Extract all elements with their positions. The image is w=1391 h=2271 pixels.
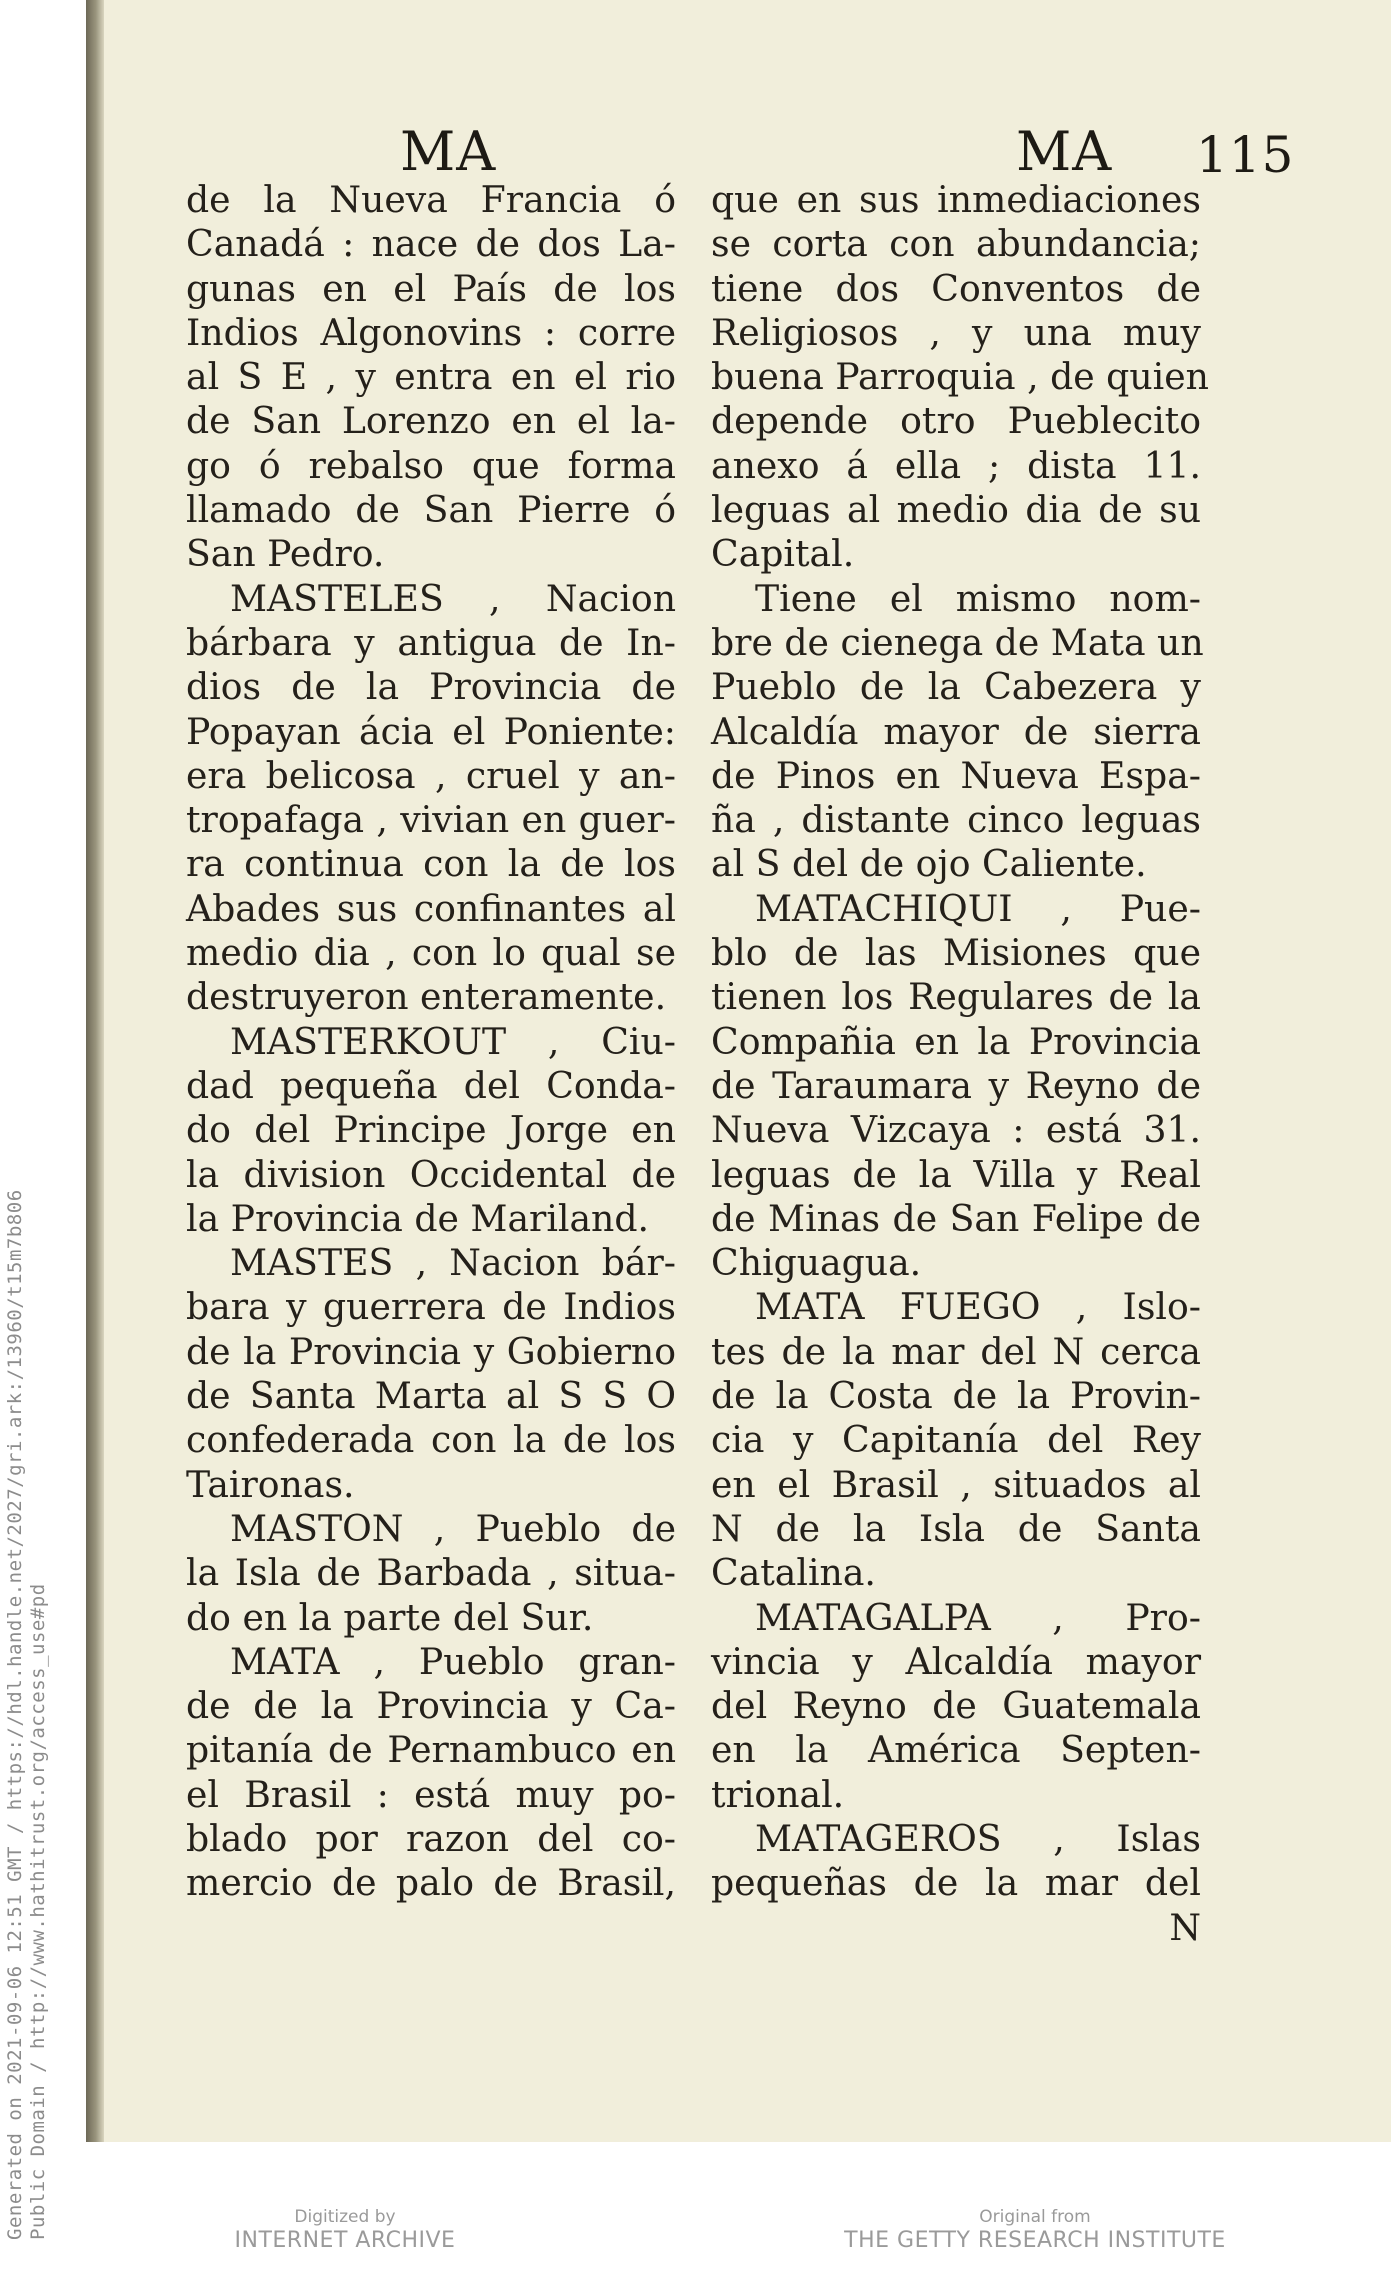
text-line: de Santa Marta al S S O: [186, 1374, 676, 1418]
text-line: tropafaga , vivian en guer-: [186, 798, 676, 842]
text-line: tes de la mar del N cerca: [711, 1329, 1201, 1373]
text-line: bárbara y antigua de In-: [186, 620, 676, 664]
text-line: Pueblo de la Cabezera y: [711, 665, 1201, 709]
text-line: Indios Algonovins : corre: [186, 310, 676, 354]
digitized-by-label: Digitized by: [294, 2207, 396, 2227]
digitizer-credit: [210, 2207, 480, 2255]
text-line: do en la parte del Sur.: [186, 1595, 594, 1639]
entry-heading-line: MATA , Pueblo gran-: [230, 1639, 676, 1683]
text-line: de la Provincia y Gobierno: [186, 1329, 676, 1373]
text-line: go ó rebalso que forma: [186, 443, 676, 487]
entry-heading-line: MASTES , Nacion bár-: [230, 1241, 676, 1285]
text-line: Taironas.: [186, 1462, 355, 1506]
text-line: que en sus inmediaciones: [711, 178, 1201, 221]
text-line: tiene dos Conventos de: [711, 266, 1201, 310]
text-line: destruyeron enteramente.: [186, 975, 667, 1019]
entry-heading-line: MATAGEROS , Islas: [755, 1816, 1201, 1860]
text-line: San Pedro.: [186, 532, 385, 576]
text-line: bre de cienega de Mata un: [711, 620, 1204, 664]
text-line: cia y Capitanía del Rey: [711, 1418, 1201, 1462]
text-line: anexo á ella ; dista 11.: [711, 443, 1201, 487]
text-line: al S E , y entra en el rio: [186, 355, 676, 399]
text-line: blado por razon del co-: [186, 1816, 676, 1860]
text-line: Compañia en la Provincia: [711, 1019, 1201, 1063]
text-line: gunas en el País de los: [186, 266, 676, 310]
text-line: leguas de la Villa y Real: [711, 1152, 1201, 1196]
entry-heading-line: MATACHIQUI , Pue-: [755, 886, 1201, 930]
entry-heading-line: MASTELES , Nacion: [230, 576, 676, 620]
text-line: mercio de palo de Brasil,: [186, 1861, 676, 1905]
original-from-label: Original from: [979, 2207, 1091, 2227]
text-line: bara y guerrera de Indios: [186, 1285, 676, 1329]
text-line: Abades sus confinantes al: [186, 886, 676, 930]
text-line: ra continua con la de los: [186, 842, 676, 886]
text-line: confederada con la de los: [186, 1418, 676, 1462]
text-line: de Pinos en Nueva Espa-: [711, 753, 1201, 797]
entry-heading-line: MATAGALPA , Pro-: [755, 1595, 1201, 1639]
internet-archive-label: INTERNET ARCHIVE: [234, 2228, 456, 2253]
text-line: de Minas de San Felipe de: [711, 1196, 1201, 1240]
getty-institute-label: THE GETTY RESEARCH INSTITUTE: [844, 2228, 1226, 2253]
text-line: vincia y Alcaldía mayor: [711, 1639, 1201, 1683]
entry-heading-line: MASTON , Pueblo de: [230, 1506, 676, 1550]
text-line: en la América Septen-: [711, 1728, 1201, 1772]
text-line: el Brasil : está muy po-: [186, 1772, 676, 1816]
text-line: Alcaldía mayor de sierra: [711, 709, 1201, 753]
text-line: buena Parroquia , de quien: [711, 355, 1209, 399]
text-line: la Isla de Barbada , situa-: [186, 1551, 676, 1595]
text-line: Canadá : nace de dos La-: [186, 222, 676, 266]
generation-note: [0, 1189, 70, 2260]
text-line: pequeñas de la mar del: [711, 1861, 1201, 1905]
text-line: dad pequeña del Conda-: [186, 1063, 676, 1107]
text-line: Chiguagua.: [711, 1241, 922, 1285]
scanned-page: [86, 0, 1391, 2142]
text-line: Nueva Vizcaya : está 31.: [711, 1108, 1201, 1152]
text-line: N de la Isla de Santa: [711, 1506, 1201, 1550]
running-head-left: MA: [400, 120, 497, 183]
text-line: de de la Provincia y Ca-: [186, 1684, 676, 1728]
text-line: la division Occidental de: [186, 1152, 676, 1196]
text-line: tienen los Regulares de la: [711, 975, 1201, 1019]
text-line: Religiosos , y una muy: [711, 310, 1201, 354]
text-line: la Provincia de Mariland.: [186, 1196, 650, 1240]
catchword: N: [1169, 1905, 1201, 1949]
entry-heading-line: MASTERKOUT , Ciu-: [230, 1019, 676, 1063]
text-line: ña , distante cinco leguas: [711, 798, 1201, 842]
generation-note-line: Generated on 2021-09-06 12:51 GMT / https://hdl.handle.net/2027/gri.ark:/13960/t15m7b806: [4, 1189, 26, 2240]
source-credit: [840, 2207, 1230, 2255]
running-head-right: MA: [1016, 120, 1113, 183]
page-binding-edge: [86, 0, 104, 2142]
text-line: pitanía de Pernambuco en: [186, 1728, 676, 1772]
text-line: era belicosa , cruel y an-: [186, 753, 676, 797]
text-line: de Taraumara y Reyno de: [711, 1063, 1201, 1107]
text-line: blo de las Misiones que: [711, 931, 1201, 975]
text-line: Popayan ácia el Poniente:: [186, 709, 676, 753]
text-line: de San Lorenzo en el la-: [186, 399, 676, 443]
right-text-column: [711, 178, 1209, 1950]
text-line: al S del de ojo Caliente.: [711, 842, 1147, 886]
text-line: medio dia , con lo qual se: [186, 931, 676, 975]
text-line: depende otro Pueblecito: [711, 399, 1201, 443]
text-line: trional.: [711, 1772, 845, 1816]
text-line: Tiene el mismo nom-: [755, 576, 1201, 620]
left-text-column: [186, 178, 676, 1906]
text-line: llamado de San Pierre ó: [186, 488, 676, 532]
book-page: [146, 0, 1366, 2000]
text-line: do del Principe Jorge en: [186, 1108, 676, 1152]
text-line: del Reyno de Guatemala: [711, 1684, 1201, 1728]
text-line: dios de la Provincia de: [186, 665, 676, 709]
text-line: Catalina.: [711, 1551, 876, 1595]
entry-heading-line: MATA FUEGO , Islo-: [755, 1285, 1201, 1329]
text-line: en el Brasil , situados al: [711, 1462, 1201, 1506]
text-line: de la Costa de la Provin-: [711, 1374, 1201, 1418]
text-line: leguas al medio dia de su: [711, 488, 1201, 532]
page-number: 115: [1196, 126, 1295, 184]
text-line: de la Nueva Francia ó: [186, 178, 676, 221]
text-line: se corta con abundancia;: [711, 222, 1201, 266]
text-line: Capital.: [711, 532, 855, 576]
rights-note-line: Public Domain / http://www.hathitrust.org/access_use#pd: [27, 1583, 49, 2240]
